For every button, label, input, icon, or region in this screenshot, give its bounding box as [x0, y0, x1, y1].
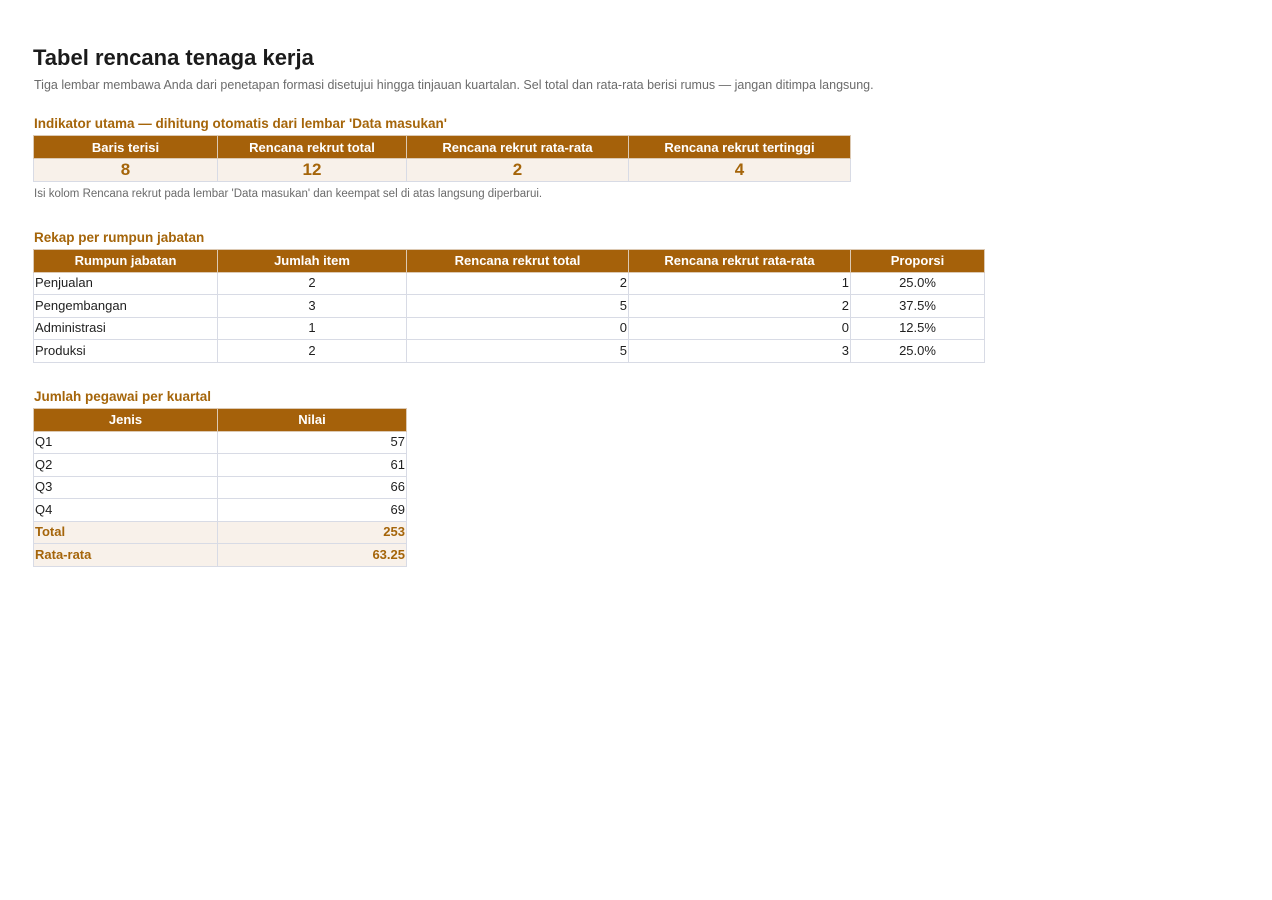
rekap-table	[33, 249, 985, 363]
table-cell[interactable]: Pengembangan	[34, 295, 218, 318]
kpi-table	[33, 135, 851, 182]
table-cell[interactable]: Q1	[34, 431, 218, 454]
kpi-header-cell[interactable]: Rencana rekrut rata-rata	[407, 136, 629, 159]
table-cell[interactable]: 0	[629, 317, 851, 340]
rekap-header-cell[interactable]: Proporsi	[851, 249, 985, 272]
summary-row-rata-rata	[34, 544, 407, 567]
table-cell[interactable]: 57	[218, 431, 407, 454]
kpi-header-row	[34, 136, 851, 159]
table-cell[interactable]: Administrasi	[34, 317, 218, 340]
table-row	[34, 476, 407, 499]
table-cell[interactable]: 2	[218, 340, 407, 363]
kuartal-section-title: Jumlah pegawai per kuartal	[34, 388, 212, 404]
summary-label[interactable]: Rata-rata	[34, 544, 218, 567]
rekap-header-cell[interactable]: Rumpun jabatan	[34, 249, 218, 272]
table-cell[interactable]: Q4	[34, 499, 218, 522]
table-row	[34, 340, 985, 363]
table-row	[34, 499, 407, 522]
table-cell[interactable]: 0	[407, 317, 629, 340]
page-subtitle: Tiga lembar membawa Anda dari penetapan formasi disetujui hingga tinjauan kuartalan. Sel total dan rata-rata berisi rumus — jangan ditimpa langsung.	[34, 78, 874, 92]
table-cell[interactable]: 37.5%	[851, 295, 985, 318]
rekap-section-title: Rekap per rumpun jabatan	[34, 229, 205, 245]
kpi-note: Isi kolom Rencana rekrut pada lembar 'Data masukan' dan keempat sel di atas langsung diperbarui.	[34, 187, 543, 200]
kpi-value-rekrut-total[interactable]: 12	[218, 159, 407, 182]
kuartal-section	[33, 389, 1272, 567]
table-row	[34, 317, 985, 340]
kpi-value-row	[34, 159, 851, 182]
rekap-header-row	[34, 249, 985, 272]
table-cell[interactable]: Q2	[34, 454, 218, 477]
kpi-header-cell[interactable]: Baris terisi	[34, 136, 218, 159]
kuartal-table	[33, 408, 407, 567]
kpi-value-rekrut-rata-rata[interactable]: 2	[407, 159, 629, 182]
table-cell[interactable]: 1	[629, 272, 851, 295]
kuartal-header-cell[interactable]: Jenis	[34, 408, 218, 431]
table-cell[interactable]: 5	[407, 295, 629, 318]
kpi-header-cell[interactable]: Rencana rekrut tertinggi	[629, 136, 851, 159]
table-cell[interactable]: 12.5%	[851, 317, 985, 340]
summary-label[interactable]: Total	[34, 521, 218, 544]
table-cell[interactable]: 69	[218, 499, 407, 522]
kuartal-header-cell[interactable]: Nilai	[218, 408, 407, 431]
summary-value[interactable]: 63.25	[218, 544, 407, 567]
table-cell[interactable]: 3	[218, 295, 407, 318]
kpi-header-cell[interactable]: Rencana rekrut total	[218, 136, 407, 159]
table-cell[interactable]: 25.0%	[851, 340, 985, 363]
table-cell[interactable]: 66	[218, 476, 407, 499]
table-cell[interactable]: Q3	[34, 476, 218, 499]
summary-value[interactable]: 253	[218, 521, 407, 544]
table-cell[interactable]: Produksi	[34, 340, 218, 363]
summary-row-total	[34, 521, 407, 544]
rekap-header-cell[interactable]: Rencana rekrut rata-rata	[629, 249, 851, 272]
table-row	[34, 295, 985, 318]
table-cell[interactable]: 1	[218, 317, 407, 340]
kpi-section-title: Indikator utama — dihitung otomatis dari lembar 'Data masukan'	[34, 116, 447, 131]
table-row	[34, 454, 407, 477]
rekap-header-cell[interactable]: Rencana rekrut total	[407, 249, 629, 272]
table-cell[interactable]: 2	[407, 272, 629, 295]
rekap-header-cell[interactable]: Jumlah item	[218, 249, 407, 272]
rekap-section	[33, 230, 1272, 363]
page-title: Tabel rencana tenaga kerja	[33, 45, 314, 70]
kuartal-header-row	[34, 408, 407, 431]
kpi-value-baris-terisi[interactable]: 8	[34, 159, 218, 182]
kpi-section	[33, 116, 1272, 201]
kpi-value-rekrut-tertinggi[interactable]: 4	[629, 159, 851, 182]
table-row	[34, 272, 985, 295]
table-cell[interactable]: Penjualan	[34, 272, 218, 295]
table-cell[interactable]: 2	[218, 272, 407, 295]
table-row	[34, 431, 407, 454]
table-cell[interactable]: 3	[629, 340, 851, 363]
table-cell[interactable]: 61	[218, 454, 407, 477]
table-cell[interactable]: 25.0%	[851, 272, 985, 295]
table-cell[interactable]: 5	[407, 340, 629, 363]
table-cell[interactable]: 2	[629, 295, 851, 318]
